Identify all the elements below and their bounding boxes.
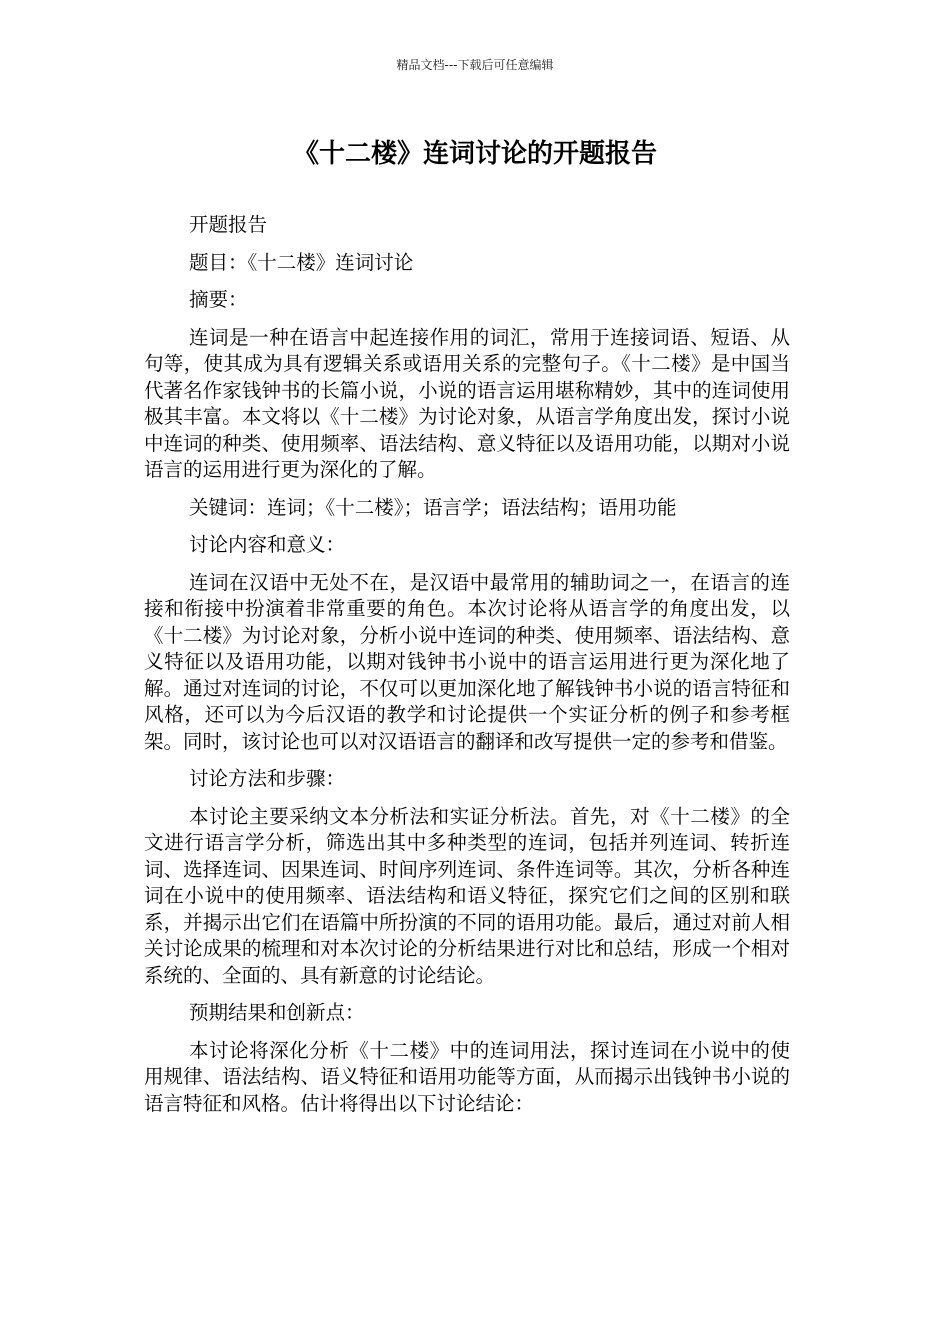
paragraph-method: 本讨论主要采纳文本分析法和实证分析法。首先，对《十二楼》的全文进行语言学分析，筛选出其中多种类型的连词，包括并列连词、转折连词、选择连词、因果连词、时间序列连词、条件连词等。其次，分析各种连词在小说中的使用频率、语法结构和语义特征，探究它们之间的区别和联系，并揭示出它们在语篇中所扮演的不同的语用功能。最后，通过对前人相关讨论成果的梳理和对本次讨论的分析结果进行对比和总结，形成一个相对系统的、全面的、具有新意的讨论结论。 — [144, 804, 790, 987]
paragraph-content: 连词在汉语中无处不在，是汉语中最常用的辅助词之一，在语言的连接和衔接中扮演着非常重要的角色。本次讨论将从语言学的角度出发，以《十二楼》为讨论对象，分析小说中连词的种类、使用频率、语法结构、意义特征以及语用功能，以期对钱钟书小说中的语言运用进行更为深化地了解。通过对连词的讨论，不仅可以更加深化地了解钱钟书小说的语言特征和风格，还可以为今后汉语的教学和讨论提供一个实证分析的例子和参考框架。同时，该讨论也可以对汉语语言的翻译和改写提供一定的参考和借鉴。 — [144, 570, 790, 753]
paragraph-abstract: 连词是一种在语言中起连接作用的词汇，常用于连接词语、短语、从句等，使其成为具有逻辑关系或语用关系的完整句子。《十二楼》是中国当代著名作家钱钟书的长篇小说，小说的语言运用堪称精妙，其中的连词使用极其丰富。本文将以《十二楼》为讨论对象，从语言学角度出发，探讨小说中连词的种类、使用频率、语法结构、意义特征以及语用功能，以期对小说语言的运用进行更为深化的了解。 — [144, 325, 790, 481]
paragraph-report-label: 开题报告 — [189, 213, 268, 236]
paragraph-content-heading: 讨论内容和意义： — [189, 533, 346, 556]
document-title: 《十二楼》连词讨论的开题报告 — [292, 139, 657, 169]
header-note: 精品文档---下载后可任意编辑 — [396, 58, 554, 72]
paragraph-results-heading: 预期结果和创新点： — [189, 1001, 365, 1024]
paragraph-topic: 题目：《十二楼》连词讨论 — [189, 250, 414, 274]
paragraph-keywords: 关键词：连词；《十二楼》；语言学；语法结构；语用功能 — [189, 495, 677, 519]
paragraph-results: 本讨论将深化分析《十二楼》中的连词用法，探讨连词在小说中的使用规律、语法结构、语义特征和语用功能等方面，从而揭示出钱钟书小说的语言特征和风格。估计将得出以下讨论结论： — [144, 1038, 790, 1115]
document-body — [144, 212, 790, 1128]
paragraph-abstract-heading: 摘要： — [189, 288, 248, 311]
paragraph-method-heading: 讨论方法和步骤： — [189, 767, 346, 790]
